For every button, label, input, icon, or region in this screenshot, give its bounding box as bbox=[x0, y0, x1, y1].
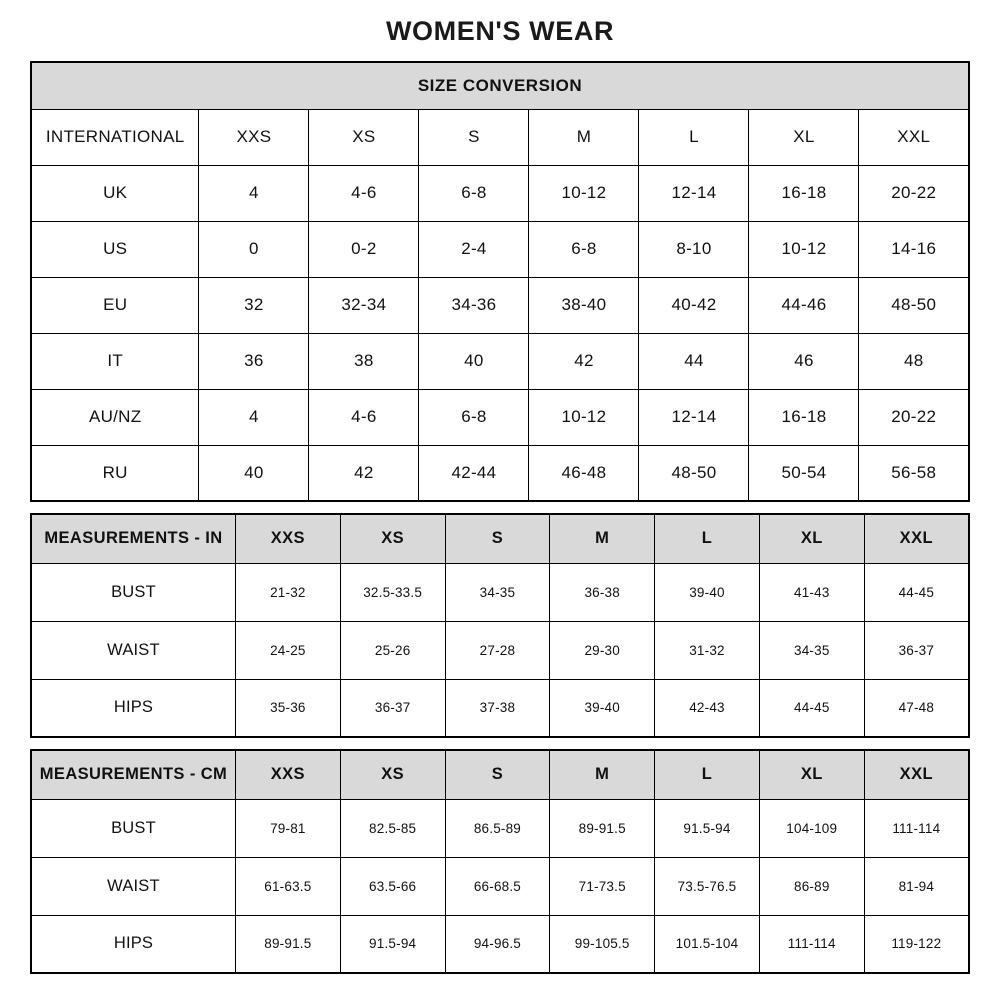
size-value-cell: 42-44 bbox=[419, 445, 529, 501]
size-column-header: M bbox=[550, 514, 655, 563]
size-value-cell: 20-22 bbox=[859, 165, 969, 221]
table-row bbox=[31, 165, 969, 221]
measurement-label: BUST bbox=[31, 563, 235, 621]
measurement-value-cell: 39-40 bbox=[550, 679, 655, 737]
measurement-value-cell: 91.5-94 bbox=[655, 799, 760, 857]
table-row bbox=[31, 857, 969, 915]
size-value-cell: 10-12 bbox=[529, 389, 639, 445]
measurement-value-cell: 79-81 bbox=[235, 799, 340, 857]
size-column-header: M bbox=[529, 109, 639, 165]
measurement-label: HIPS bbox=[31, 679, 235, 737]
size-value-cell: 32-34 bbox=[309, 277, 419, 333]
size-column-header: XXS bbox=[235, 750, 340, 799]
measurement-value-cell: 27-28 bbox=[445, 621, 550, 679]
size-value-cell: 40 bbox=[419, 333, 529, 389]
size-value-cell: 10-12 bbox=[749, 221, 859, 277]
table-row bbox=[31, 277, 969, 333]
table-header-row bbox=[31, 750, 969, 799]
size-column-header: L bbox=[655, 514, 760, 563]
measurement-value-cell: 34-35 bbox=[445, 563, 550, 621]
measurement-label: HIPS bbox=[31, 915, 235, 973]
size-value-cell: 6-8 bbox=[529, 221, 639, 277]
size-value-cell: 42 bbox=[529, 333, 639, 389]
measurement-value-cell: 81-94 bbox=[864, 857, 969, 915]
measurement-value-cell: 82.5-85 bbox=[340, 799, 445, 857]
size-value-cell: 42 bbox=[309, 445, 419, 501]
size-column-header: L bbox=[655, 750, 760, 799]
measurement-value-cell: 29-30 bbox=[550, 621, 655, 679]
size-value-cell: 44 bbox=[639, 333, 749, 389]
size-column-header: XXL bbox=[864, 750, 969, 799]
size-value-cell: 6-8 bbox=[419, 165, 529, 221]
region-label: IT bbox=[31, 333, 199, 389]
measurement-value-cell: 37-38 bbox=[445, 679, 550, 737]
size-column-header: M bbox=[550, 750, 655, 799]
size-column-header: XXL bbox=[864, 514, 969, 563]
size-value-cell: 16-18 bbox=[749, 389, 859, 445]
measurement-value-cell: 94-96.5 bbox=[445, 915, 550, 973]
measurements-in-table bbox=[30, 513, 970, 738]
measurement-value-cell: 36-38 bbox=[550, 563, 655, 621]
measurement-value-cell: 41-43 bbox=[759, 563, 864, 621]
size-column-header: S bbox=[445, 750, 550, 799]
measurement-value-cell: 86-89 bbox=[759, 857, 864, 915]
measurement-value-cell: 34-35 bbox=[759, 621, 864, 679]
page-title: WOMEN'S WEAR bbox=[385, 16, 615, 46]
size-column-header: XL bbox=[759, 750, 864, 799]
size-conversion-title: SIZE CONVERSION bbox=[31, 62, 969, 109]
size-value-cell: 48 bbox=[859, 333, 969, 389]
size-column-header: XL bbox=[759, 514, 864, 563]
size-column-header: INTERNATIONAL bbox=[31, 109, 199, 165]
table-row bbox=[31, 333, 969, 389]
measurement-value-cell: 44-45 bbox=[759, 679, 864, 737]
measurement-value-cell: 91.5-94 bbox=[340, 915, 445, 973]
measurement-value-cell: 86.5-89 bbox=[445, 799, 550, 857]
table-row bbox=[31, 445, 969, 501]
size-value-cell: 4-6 bbox=[309, 165, 419, 221]
measurements-cm-title: MEASUREMENTS - CM bbox=[31, 750, 235, 799]
table-header-row bbox=[31, 514, 969, 563]
size-value-cell: 34-36 bbox=[419, 277, 529, 333]
size-value-cell: 56-58 bbox=[859, 445, 969, 501]
measurement-value-cell: 104-109 bbox=[759, 799, 864, 857]
size-value-cell: 44-46 bbox=[749, 277, 859, 333]
measurement-value-cell: 25-26 bbox=[340, 621, 445, 679]
size-column-header: L bbox=[639, 109, 749, 165]
table-row bbox=[31, 62, 969, 109]
region-label: EU bbox=[31, 277, 199, 333]
measurement-value-cell: 71-73.5 bbox=[550, 857, 655, 915]
size-column-header: XXS bbox=[235, 514, 340, 563]
size-value-cell: 14-16 bbox=[859, 221, 969, 277]
measurement-value-cell: 89-91.5 bbox=[550, 799, 655, 857]
measurement-value-cell: 44-45 bbox=[864, 563, 969, 621]
size-column-header: XXL bbox=[859, 109, 969, 165]
measurement-value-cell: 24-25 bbox=[235, 621, 340, 679]
measurement-value-cell: 47-48 bbox=[864, 679, 969, 737]
size-value-cell: 48-50 bbox=[859, 277, 969, 333]
table-row bbox=[31, 799, 969, 857]
measurement-value-cell: 36-37 bbox=[864, 621, 969, 679]
size-value-cell: 2-4 bbox=[419, 221, 529, 277]
size-column-header: XS bbox=[340, 514, 445, 563]
size-value-cell: 0 bbox=[199, 221, 309, 277]
size-column-header: S bbox=[419, 109, 529, 165]
measurement-value-cell: 42-43 bbox=[655, 679, 760, 737]
size-value-cell: 46-48 bbox=[529, 445, 639, 501]
size-value-cell: 4-6 bbox=[309, 389, 419, 445]
measurement-value-cell: 73.5-76.5 bbox=[655, 857, 760, 915]
size-column-header: XL bbox=[749, 109, 859, 165]
table-row bbox=[31, 221, 969, 277]
table-row bbox=[31, 389, 969, 445]
size-value-cell: 6-8 bbox=[419, 389, 529, 445]
table-row bbox=[31, 563, 969, 621]
size-value-cell: 16-18 bbox=[749, 165, 859, 221]
region-label: RU bbox=[31, 445, 199, 501]
size-value-cell: 32 bbox=[199, 277, 309, 333]
size-value-cell: 8-10 bbox=[639, 221, 749, 277]
region-label: AU/NZ bbox=[31, 389, 199, 445]
size-column-header: XS bbox=[309, 109, 419, 165]
measurement-value-cell: 36-37 bbox=[340, 679, 445, 737]
size-value-cell: 46 bbox=[749, 333, 859, 389]
region-label: UK bbox=[31, 165, 199, 221]
measurement-value-cell: 61-63.5 bbox=[235, 857, 340, 915]
size-value-cell: 0-2 bbox=[309, 221, 419, 277]
region-label: US bbox=[31, 221, 199, 277]
measurement-value-cell: 111-114 bbox=[759, 915, 864, 973]
size-column-header: S bbox=[445, 514, 550, 563]
measurement-value-cell: 119-122 bbox=[864, 915, 969, 973]
measurement-value-cell: 66-68.5 bbox=[445, 857, 550, 915]
measurement-label: WAIST bbox=[31, 621, 235, 679]
size-column-header: XS bbox=[340, 750, 445, 799]
size-value-cell: 20-22 bbox=[859, 389, 969, 445]
measurement-value-cell: 32.5-33.5 bbox=[340, 563, 445, 621]
table-header-row bbox=[31, 109, 969, 165]
size-column-header: XXS bbox=[199, 109, 309, 165]
size-value-cell: 50-54 bbox=[749, 445, 859, 501]
measurement-value-cell: 35-36 bbox=[235, 679, 340, 737]
measurement-value-cell: 31-32 bbox=[655, 621, 760, 679]
size-value-cell: 48-50 bbox=[639, 445, 749, 501]
size-value-cell: 40-42 bbox=[639, 277, 749, 333]
measurement-value-cell: 39-40 bbox=[655, 563, 760, 621]
measurement-value-cell: 99-105.5 bbox=[550, 915, 655, 973]
measurement-value-cell: 101.5-104 bbox=[655, 915, 760, 973]
size-value-cell: 4 bbox=[199, 165, 309, 221]
size-value-cell: 10-12 bbox=[529, 165, 639, 221]
measurement-value-cell: 89-91.5 bbox=[235, 915, 340, 973]
table-row bbox=[31, 679, 969, 737]
size-value-cell: 4 bbox=[199, 389, 309, 445]
size-value-cell: 38 bbox=[309, 333, 419, 389]
table-row bbox=[31, 915, 969, 973]
size-conversion-table bbox=[30, 61, 970, 502]
size-value-cell: 12-14 bbox=[639, 389, 749, 445]
size-value-cell: 40 bbox=[199, 445, 309, 501]
table-row bbox=[31, 621, 969, 679]
measurements-cm-table bbox=[30, 749, 970, 974]
size-value-cell: 12-14 bbox=[639, 165, 749, 221]
size-value-cell: 38-40 bbox=[529, 277, 639, 333]
size-value-cell: 36 bbox=[199, 333, 309, 389]
measurement-label: BUST bbox=[31, 799, 235, 857]
measurement-label: WAIST bbox=[31, 857, 235, 915]
measurement-value-cell: 21-32 bbox=[235, 563, 340, 621]
measurement-value-cell: 63.5-66 bbox=[340, 857, 445, 915]
measurement-value-cell: 111-114 bbox=[864, 799, 969, 857]
measurements-in-title: MEASUREMENTS - IN bbox=[31, 514, 235, 563]
